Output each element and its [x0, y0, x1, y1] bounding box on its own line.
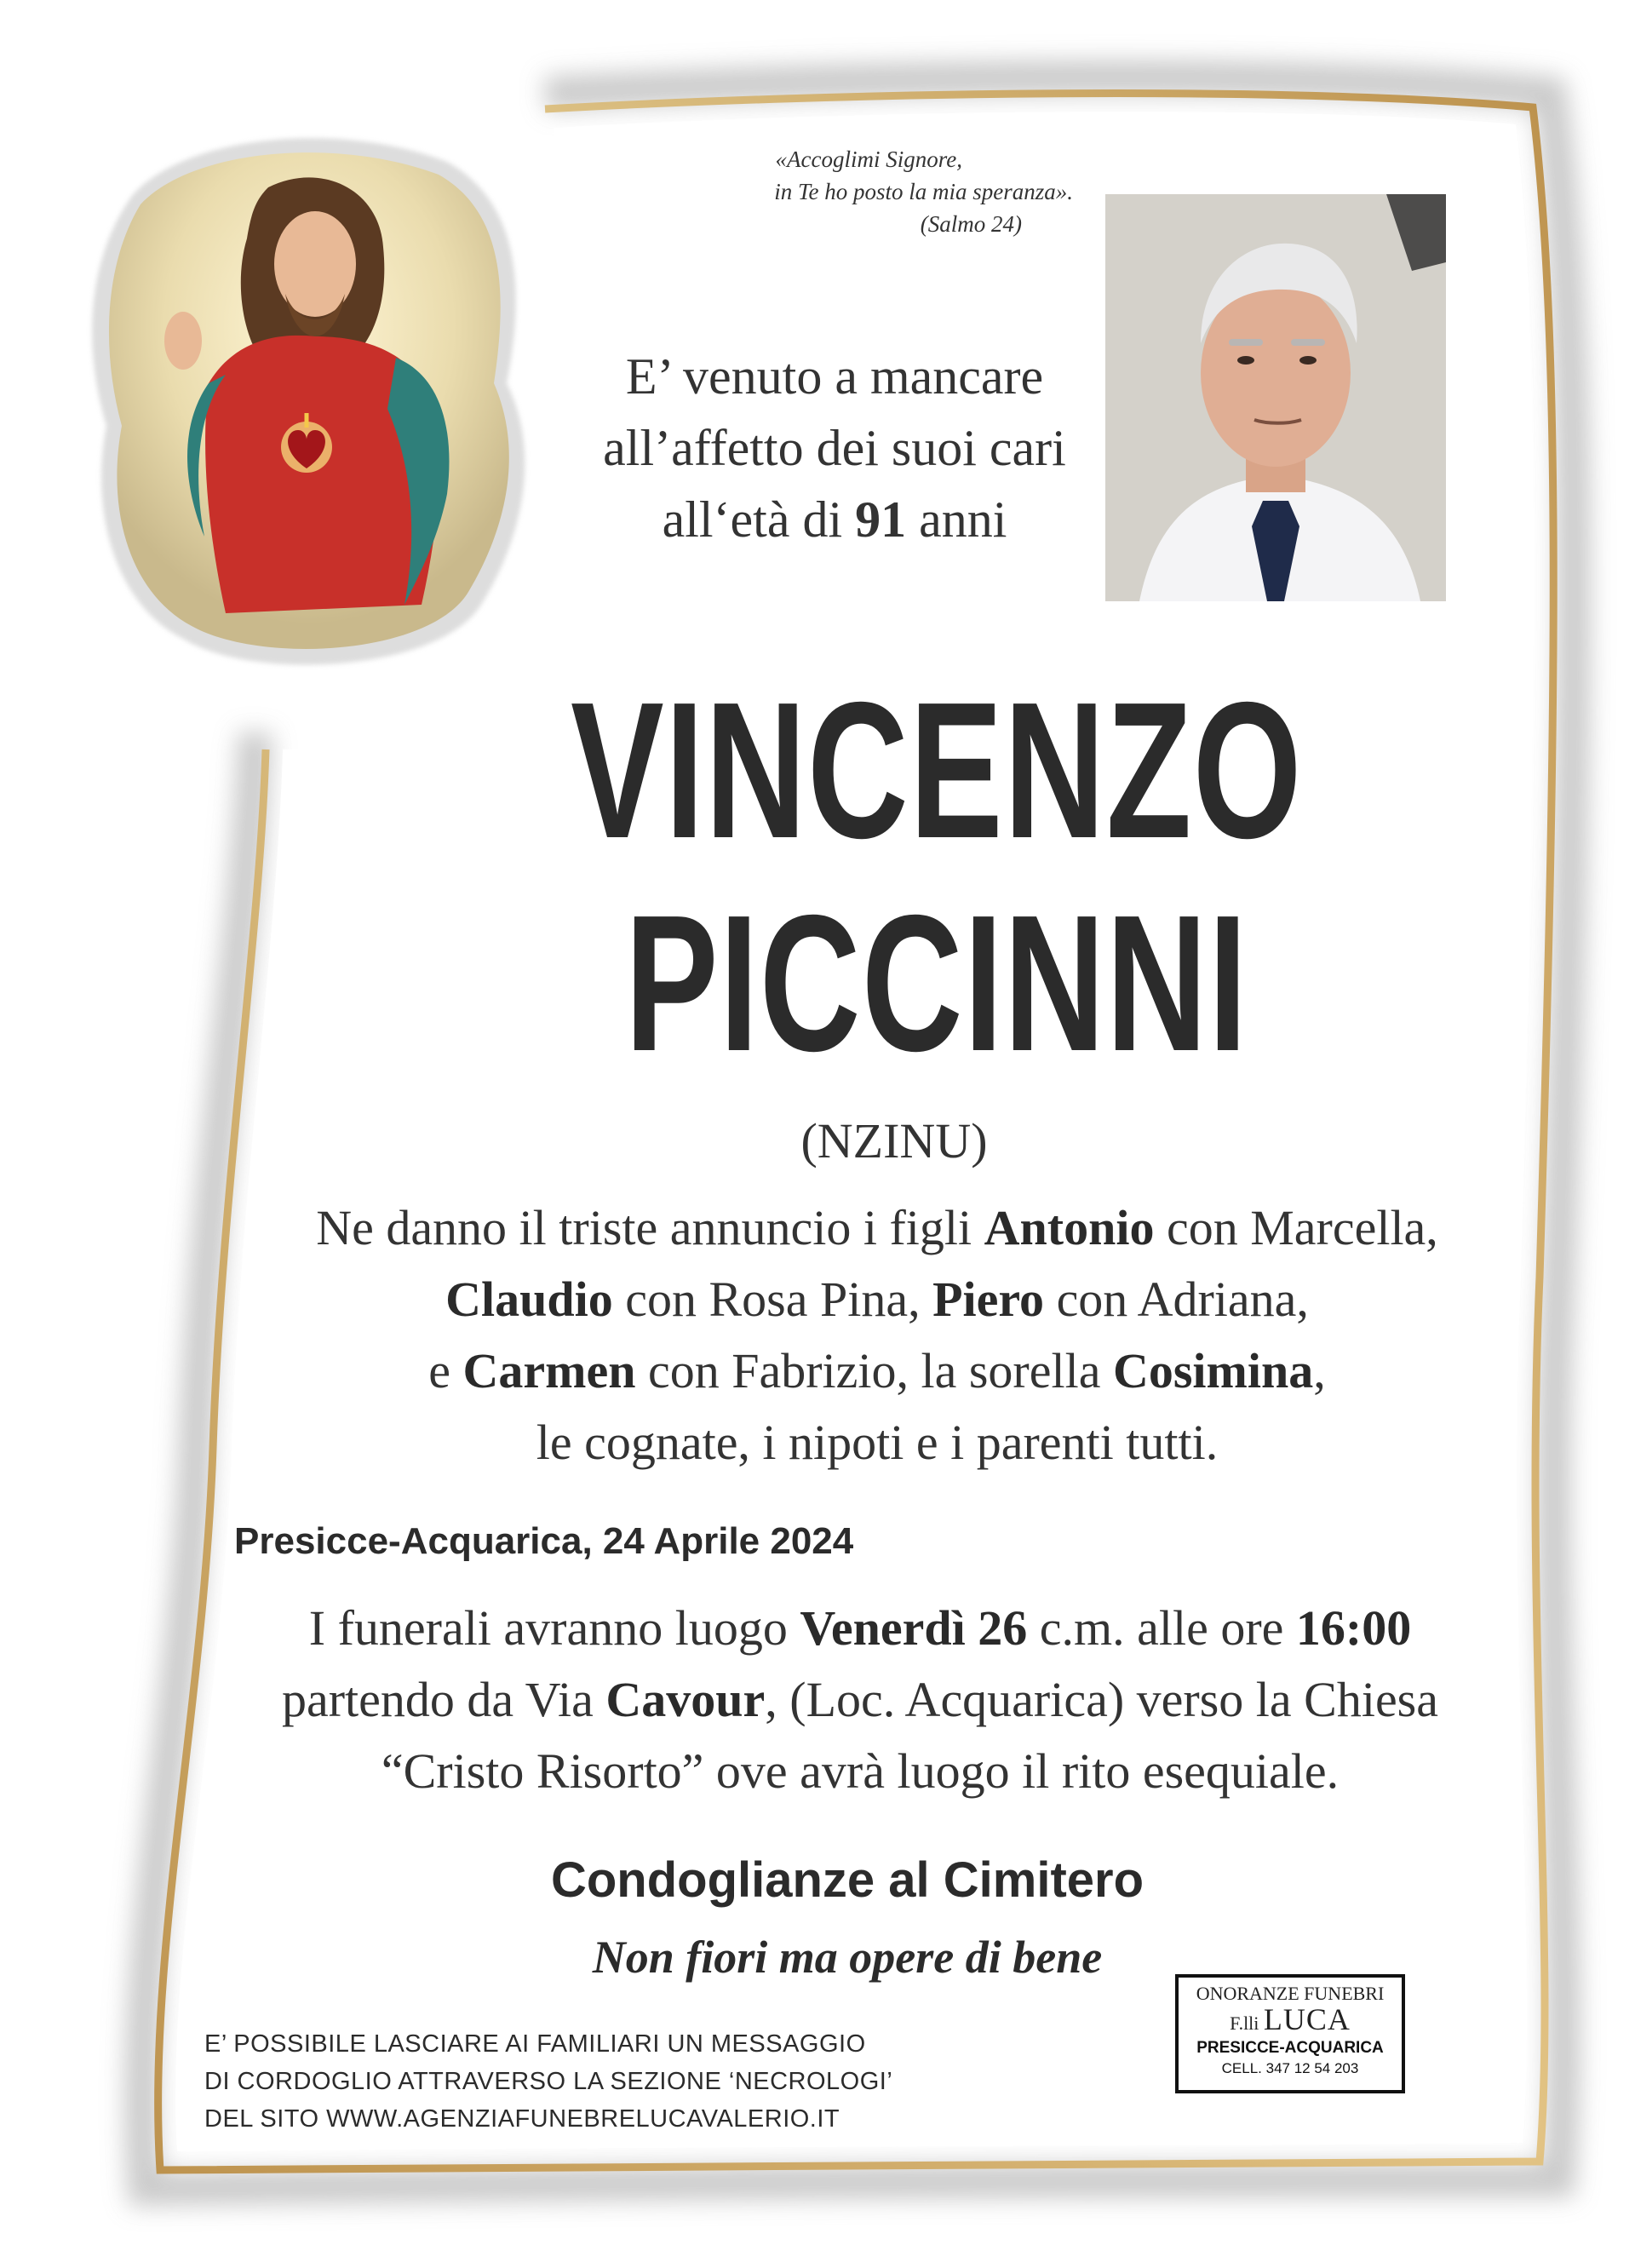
deceased-nickname: (NZINU) — [800, 1113, 988, 1168]
fun-text: c.m. alle ore — [1027, 1600, 1296, 1656]
agency-phone: CELL. 347 12 54 203 — [1221, 2060, 1359, 2076]
quote-line-1: «Accoglimi Signore, — [775, 146, 962, 172]
fun-text: I funerali avranno luogo — [308, 1600, 800, 1656]
age-value: 91 — [855, 491, 907, 548]
announcement-text — [255, 1192, 1499, 1479]
quote-line-3: (Salmo 24) — [920, 211, 1022, 237]
ann-text: Ne danno il triste annuncio i figli — [316, 1200, 984, 1255]
funeral-time: 16:00 — [1295, 1600, 1412, 1656]
agency-box — [1175, 1974, 1405, 2093]
ann-text: con Fabrizio, la sorella — [635, 1343, 1113, 1398]
deceased-first-name: VINCENZO — [571, 663, 1303, 879]
ann-name: Antonio — [984, 1200, 1155, 1255]
announcement-line-2 — [255, 1264, 1499, 1335]
quote-line-2: in Te ho posto la mia speranza». — [774, 179, 1073, 204]
announcement-line-1 — [255, 1192, 1499, 1264]
agency-line-1: ONORANZE FUNEBRI — [1196, 1983, 1385, 2004]
ann-text: , — [1313, 1343, 1326, 1398]
ann-name: Claudio — [445, 1272, 613, 1327]
agency-name: LUCA — [1263, 2002, 1351, 2036]
intro-text — [545, 341, 1124, 555]
notice-line-3: DEL SITO WWW.AGENZIAFUNEBRELUCAVALERIO.IT — [204, 2105, 840, 2133]
fun-text: partendo da Via — [282, 1672, 606, 1727]
funeral-line-3: “Cristo Risorto” ove avrà luogo il rito esequiale. — [381, 1743, 1340, 1799]
notice-line-1: E’ POSSIBILE LASCIARE AI FAMILIARI UN MESSAGGIO — [204, 2030, 866, 2058]
ann-text: con Adriana, — [1044, 1272, 1309, 1327]
deceased-last-name: PICCINNI — [624, 876, 1249, 1092]
ann-text: con Rosa Pina, — [612, 1272, 933, 1327]
notice-line-2: DI CORDOGLIO ATTRAVERSO LA SEZIONE ‘NECROLOGI’ — [204, 2068, 893, 2095]
flowers-note: Non fiori ma opere di bene — [592, 1932, 1103, 1983]
announcement-line-3 — [255, 1335, 1499, 1407]
portrait-photo — [1105, 194, 1446, 601]
sacred-heart-image — [81, 128, 558, 681]
funeral-line-1 — [238, 1593, 1482, 1664]
funeral-street: Cavour — [605, 1672, 766, 1727]
ann-name: Carmen — [462, 1343, 636, 1398]
fun-text: , (Loc. Acquarica) verso la Chiesa — [765, 1672, 1438, 1727]
funeral-line-2 — [238, 1664, 1482, 1736]
funeral-info — [238, 1593, 1482, 1807]
ann-text: e — [428, 1343, 463, 1398]
intro-line-1: E’ venuto a mancare — [625, 348, 1044, 405]
age-suffix: anni — [906, 491, 1007, 548]
announcement-line-4: le cognate, i nipoti e i parenti tutti. — [536, 1415, 1219, 1470]
condolences-note: Condoglianze al Cimitero — [550, 1852, 1144, 1908]
agency-name-line — [1179, 2002, 1402, 2038]
intro-line-2: all’affetto dei suoi cari — [603, 420, 1066, 476]
ann-name: Piero — [932, 1272, 1045, 1327]
ann-name: Cosimina — [1112, 1343, 1314, 1398]
ann-text: con Marcella, — [1154, 1200, 1438, 1255]
agency-location: PRESICCE-ACQUARICA — [1196, 2039, 1384, 2057]
funeral-day: Venerdì 26 — [800, 1600, 1028, 1656]
psalm-quote — [647, 143, 1107, 240]
agency-prefix: F.lli — [1230, 2012, 1264, 2034]
intro-line-3 — [545, 484, 1124, 555]
age-prefix: all‘età di — [662, 491, 856, 548]
online-notice — [204, 2025, 903, 2138]
place-date: Presicce-Acquarica, 24 Aprile 2024 — [234, 1520, 854, 1562]
